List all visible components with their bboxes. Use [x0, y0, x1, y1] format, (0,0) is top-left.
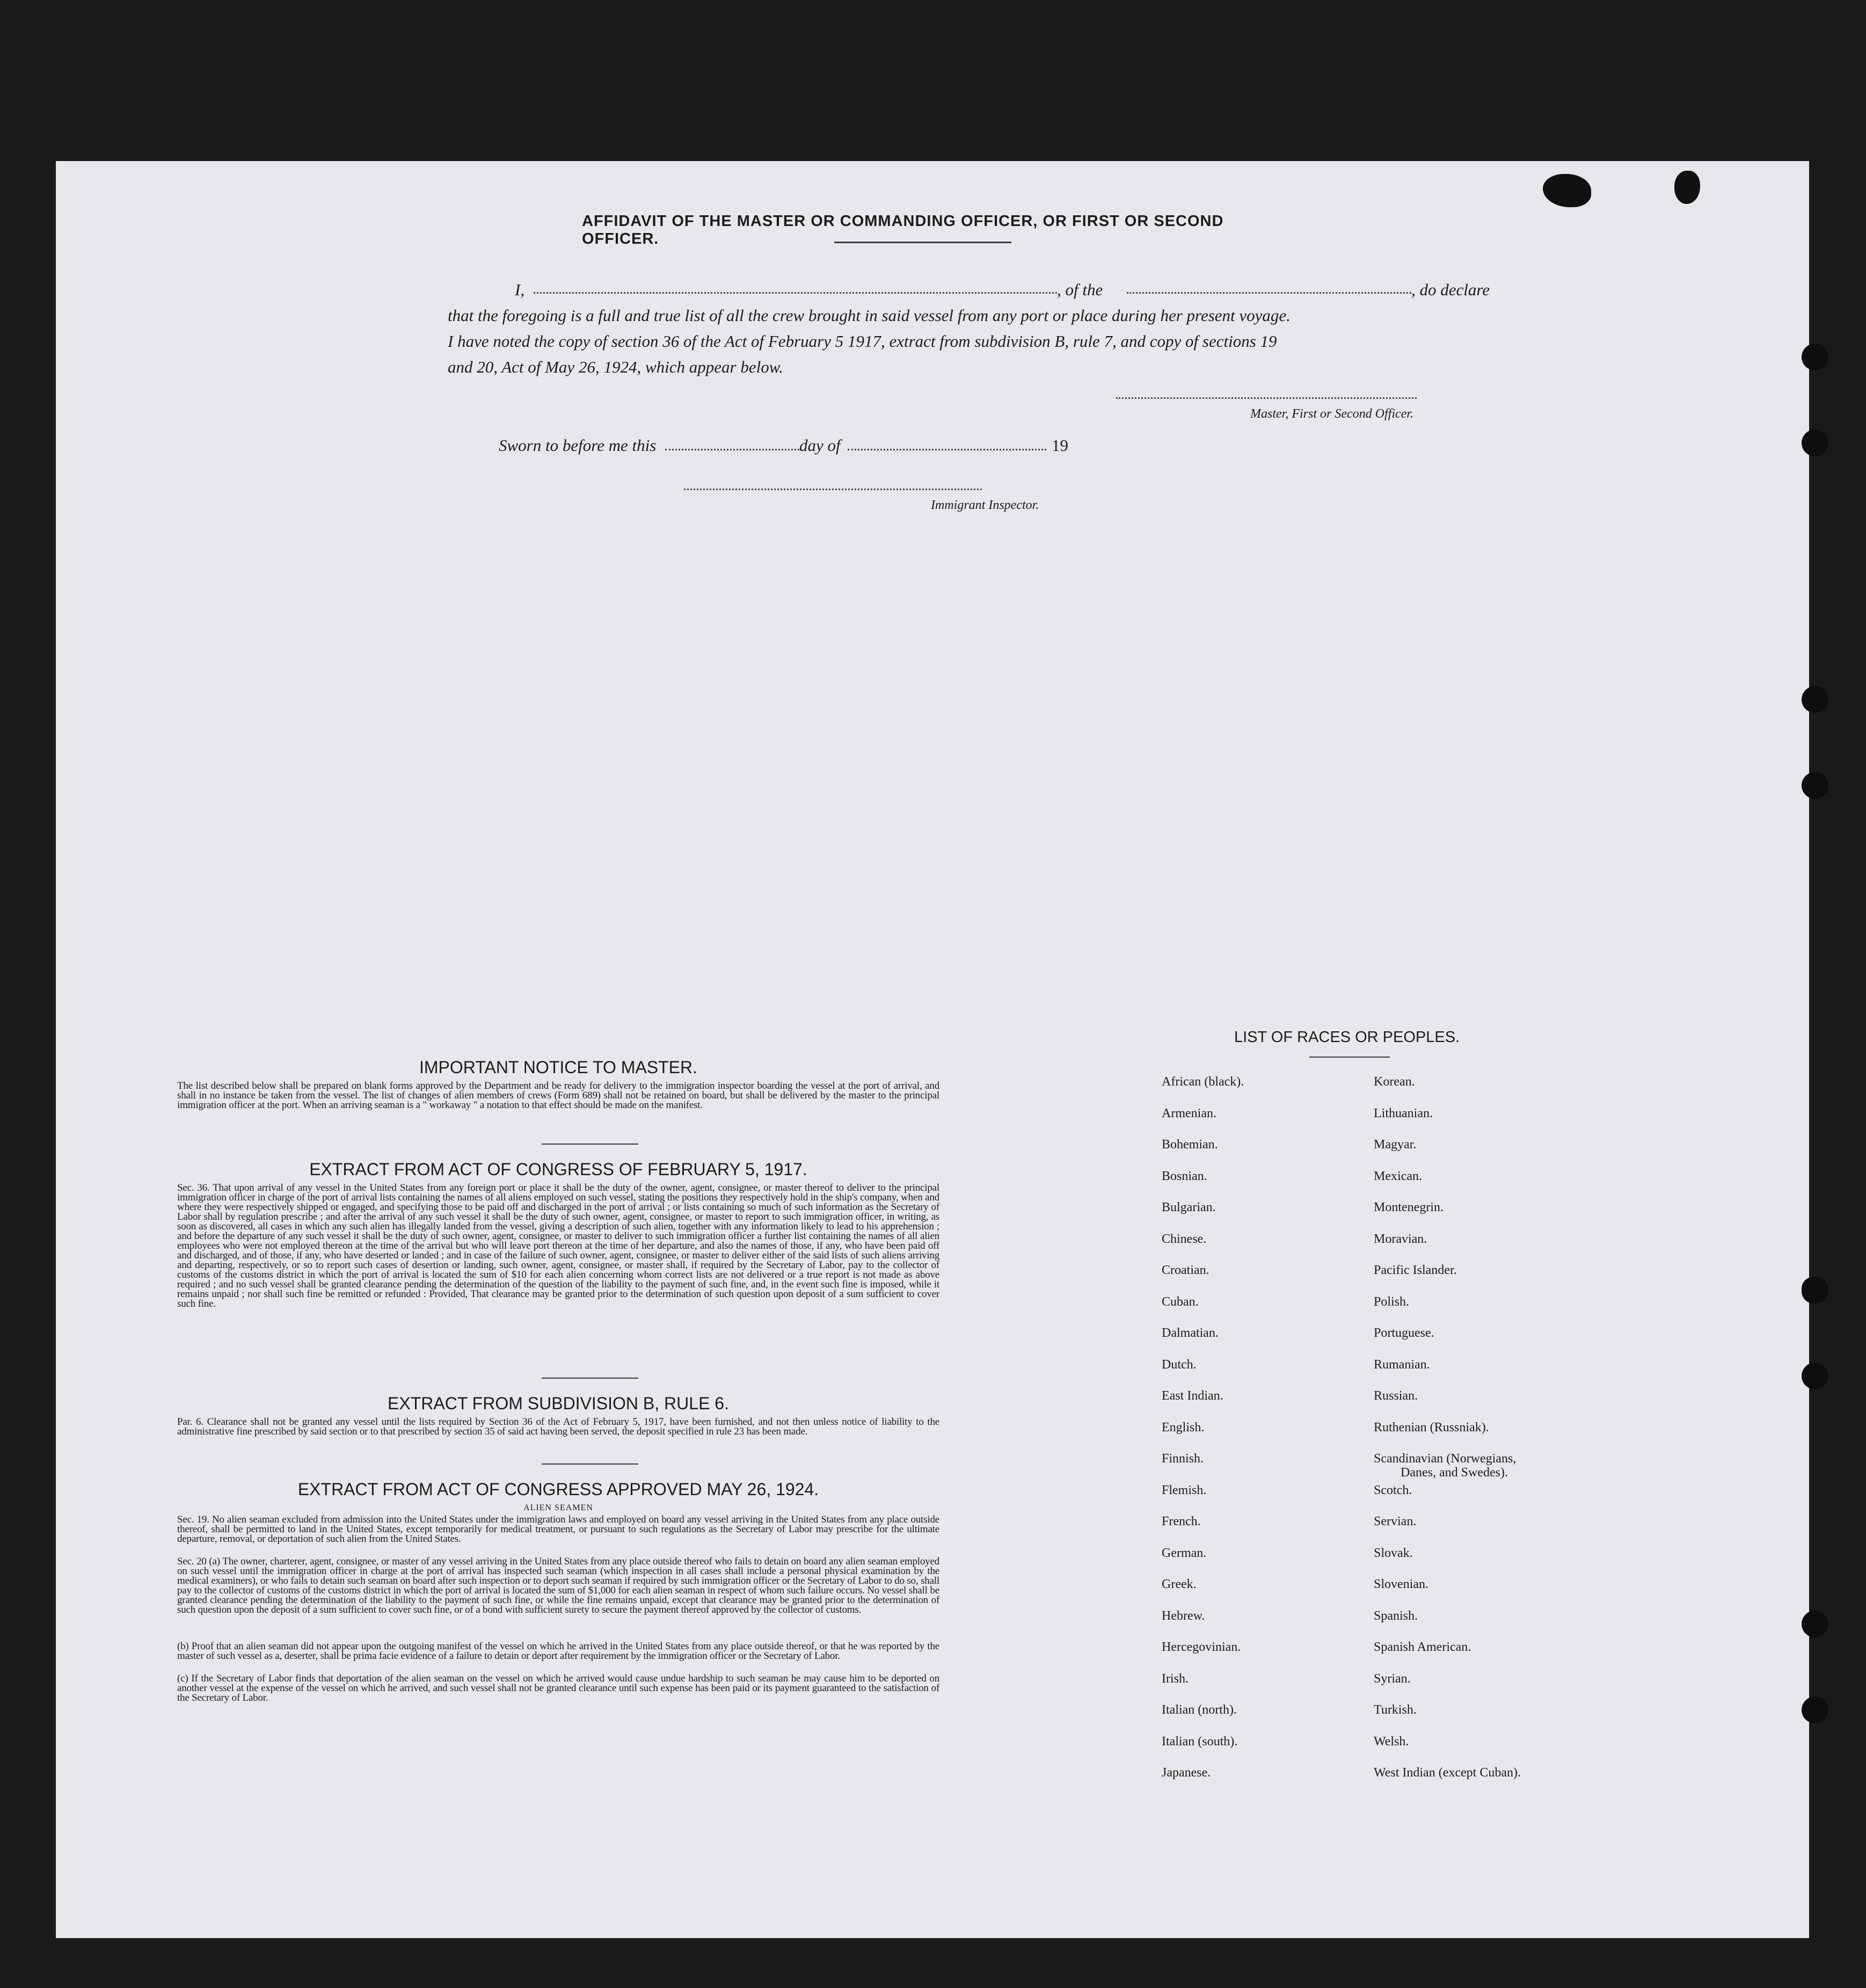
sworn-year: 19	[1052, 436, 1068, 455]
race-item: Welsh.	[1374, 1734, 1409, 1749]
race-item: Bulgarian.	[1162, 1200, 1216, 1214]
race-item: Italian (south).	[1162, 1734, 1238, 1749]
race-item: Hercegovinian.	[1162, 1640, 1241, 1654]
race-item: French.	[1162, 1514, 1201, 1528]
punch-hole	[1802, 344, 1828, 370]
race-item: Pacific Islander.	[1374, 1263, 1457, 1277]
race-item: Finnish.	[1162, 1452, 1204, 1466]
race-item: African (black).	[1162, 1075, 1244, 1089]
races-title: LIST OF RACES OR PEOPLES.	[1234, 1029, 1460, 1046]
race-item: Syrian.	[1374, 1671, 1411, 1686]
affidavit-line-2: that the foregoing is a full and true list of all the crew brought in said vessel from any port or place during her present voyage.	[448, 306, 1291, 325]
notice-body: The list described below shall be prepared on blank forms approved by the Department and be ready for delivery to the immigration inspector boarding the vessel at the port of arrival, and shall in no instance be taken from the vessel. The list of changes of alien members of crews (Form 689) shall not be retained on board, but shall be delivered by the master to the principal immigration officer at the port. When an arriving seaman is a " workaway " a notation to that effect should be made on the manifest.	[177, 1080, 939, 1111]
race-item-continuation: Danes, and Swedes).	[1401, 1466, 1508, 1480]
race-item: Montenegrin.	[1374, 1200, 1444, 1214]
races-underline	[1309, 1057, 1390, 1058]
race-item: Russian.	[1374, 1389, 1418, 1403]
sworn-prefix: Sworn to before me this	[499, 436, 657, 455]
race-item: Spanish.	[1374, 1608, 1418, 1623]
race-item: Greek.	[1162, 1577, 1197, 1591]
inspector-label: Immigrant Inspector.	[931, 498, 1039, 512]
race-item: Armenian.	[1162, 1106, 1216, 1120]
race-item: West Indian (except Cuban).	[1374, 1766, 1521, 1780]
ink-blot	[1543, 174, 1591, 207]
sec-20c-body: (c) If the Secretary of Labor finds that deportation of the alien seaman on the vessel on which he arrived would cause undue hardship to such seaman he may cause him to be deported on another vessel at the expense of the vessel on which he arrived, and such vessel shall not be granted clearance until such expense has been paid or its payment guaranteed to the satisfaction of the Secretary of Labor.	[177, 1673, 939, 1703]
extract-1917-body: Sec. 36. That upon arrival of any vessel in the United States from any foreign port or place it shall be the duty of the owner, agent, consignee, or master thereof to deliver to the principal immigration officer in charge of the port of arrival lists containing the names of all aliens employed on such vessel, stating the positions they respectively hold in the ship's company, when and where they were respectively shipped or engaged, and specifying those to be paid off and discharged in the port of arrival ; or lists containing so much of such information as the Secretary of Labor shall by regulation prescribe ; and after the arrival of any such vessel it shall be the duty of such owner, agent, consignee, or master to report to such immigration officer, in writing, as soon as discovered, all cases in which any such alien has illegally landed from the vessel, giving a description of such alien, together with any information likely to lead to his apprehension ; and before the departure of any such vessel it shall be the duty of such owner, agent, consignee, or master to deliver to such immigration officer a further list containing the names of all alien employees who were not employed thereon at the time of the arrival but who will leave port thereon at the time of her departure, and also the names of those, if any, who have been paid off and discharged, and of those, if any, who have deserted or landed ; and in case of the failure of such owner, agent, consignee, or master to deliver either of the said lists of such aliens arriving and departing, respectively, or so to report such cases of desertion or landing, such owner, agent, consignee, or master shall, if required by the Secretary of Labor, pay to the collector of customs of the customs district in which the port of arrival is located the sum of $10 for each alien concerning whom correct lists are not delivered or a true report is not made as above required ; and no such vessel shall be granted clearance pending the determination of the question of the liability to the payment of such fine, and, in the event such fine is imposed, while it remains unpaid ; nor shall such fine be remitted or refunded : Provided, That clearance may be granted prior to the determination of such question upon deposit of a sum sufficient to cover such fine.	[177, 1182, 939, 1309]
affidavit-line-3: I have noted the copy of section 36 of the Act of February 5 1917, extract from subdivision B, rule 7, and copy of sections 19	[448, 332, 1277, 351]
affidavit-i: I,	[515, 280, 525, 299]
rule-6-title: EXTRACT FROM SUBDIVISION B, RULE 6.	[388, 1394, 729, 1413]
document-page	[56, 161, 1809, 1938]
race-item: East Indian.	[1162, 1389, 1223, 1403]
race-item: Dutch.	[1162, 1357, 1197, 1372]
race-item: Portuguese.	[1374, 1326, 1434, 1340]
punch-hole	[1802, 1363, 1828, 1389]
rule-6-divider	[542, 1463, 638, 1465]
race-item: Croatian.	[1162, 1263, 1209, 1277]
extract-1917-divider	[542, 1378, 638, 1379]
inspector-signature-line	[684, 489, 982, 490]
race-item: Dalmatian.	[1162, 1326, 1219, 1340]
race-item: Cuban.	[1162, 1294, 1199, 1309]
master-label: Master, First or Second Officer.	[1250, 407, 1413, 421]
race-item: Japanese.	[1162, 1766, 1211, 1780]
race-item: Scotch.	[1374, 1483, 1412, 1497]
race-item: Italian (north).	[1162, 1703, 1237, 1717]
sec-19-body: Sec. 19. No alien seaman excluded from admission into the United States under the immigration laws and employed on board any vessel arriving in the United States from any place outside thereof, shall be permitted to land in the United States, except temporarily for medical treatment, or pursuant to such regulations as the Secretary of Labor may prescribe for the ultimate departure, removal, or deportation of such alien from the United States.	[177, 1514, 939, 1545]
race-item: Hebrew.	[1162, 1608, 1205, 1623]
affidavit-title: AFFIDAVIT OF THE MASTER OR COMMANDING OFFICER, OR FIRST OR SECOND OFFICER.	[582, 213, 1224, 247]
name-blank	[534, 292, 1057, 294]
race-item: Polish.	[1374, 1294, 1410, 1309]
race-item: Moravian.	[1374, 1232, 1427, 1246]
punch-hole	[1802, 1611, 1828, 1637]
sec-20a-body: Sec. 20 (a) The owner, charterer, agent, consignee, or master of any vessel arriving in the United States from any place outside thereof who fails to detain on board any alien seaman employed on such vessel until the immigration officer in charge at the port of arrival has inspected such seaman (which inspection in all cases shall include a personal physical examination by the medical examiners), or who fails to detain such seaman on board after such inspection or to deport such seaman if required by such immigration officer or the Secretary of Labor to do so, shall pay to the collector of customs of the customs district in which the port of arrival is located the sum of $1,000 for each alien seaman in respect of whom such failure occurs. No vessel shall be granted clearance pending the determination of the liability to the payment of such fine, or while the fine remains unpaid, except that clearance may be granted prior to the determination of such question upon the deposit of a sum sufficient to cover such fine, or of a bond with sufficient surety to secure the payment thereof approved by the collector of customs.	[177, 1556, 939, 1615]
race-item: Scandinavian (Norwegians,	[1374, 1452, 1517, 1466]
race-item: Bohemian.	[1162, 1138, 1218, 1152]
race-item: Magyar.	[1374, 1138, 1417, 1152]
vessel-blank	[1127, 292, 1411, 294]
affidavit-of: , of the	[1057, 280, 1103, 299]
punch-hole	[1802, 1277, 1828, 1304]
sec-20b-body: (b) Proof that an alien seaman did not appear upon the outgoing manifest of the vessel on which he arrived in the United States from any place outside thereof, or that he was reported by the master of such vessel as a, deserter, shall be prima facie evidence of a failure to detain or deport after requirement by the immigration officer or the Secretary of Labor.	[177, 1641, 939, 1662]
race-item: German.	[1162, 1546, 1207, 1560]
race-item: English.	[1162, 1420, 1205, 1434]
race-item: Mexican.	[1374, 1169, 1422, 1183]
notice-divider	[542, 1144, 638, 1145]
race-item: Rumanian.	[1374, 1357, 1430, 1372]
master-signature-line	[1116, 397, 1417, 399]
extract-1924-subtitle: ALIEN SEAMEN	[523, 1503, 593, 1512]
extract-1917-title: EXTRACT FROM ACT OF CONGRESS OF FEBRUARY 5, 1917.	[309, 1160, 807, 1179]
race-item: Slovenian.	[1374, 1577, 1428, 1591]
race-item: Servian.	[1374, 1514, 1417, 1528]
sworn-day-blank	[665, 449, 799, 450]
punch-hole	[1802, 429, 1828, 456]
punch-hole	[1802, 1696, 1828, 1723]
sworn-day-label: day of	[799, 436, 841, 455]
race-item: Lithuanian.	[1374, 1106, 1433, 1120]
rule-6-body: Par. 6. Clearance shall not be granted any vessel until the lists required by Section 36 of the Act of February 5, 1917, have been furnished, and not then unless notice of liability to the administrative fine prescribed by said section or to that prescribed by section 35 of said act having been served, the deposit specified in rule 23 has been made.	[177, 1416, 939, 1437]
race-item: Bosnian.	[1162, 1169, 1207, 1183]
race-item: Korean.	[1374, 1075, 1415, 1089]
race-item: Flemish.	[1162, 1483, 1207, 1497]
race-item: Ruthenian (Russniak).	[1374, 1420, 1489, 1434]
affidavit-declare: , do declare	[1411, 280, 1490, 299]
race-item: Slovak.	[1374, 1546, 1413, 1560]
punch-hole	[1802, 686, 1828, 713]
race-item: Chinese.	[1162, 1232, 1207, 1246]
race-item: Turkish.	[1374, 1703, 1417, 1717]
affidavit-line-4: and 20, Act of May 26, 1924, which appear below.	[448, 358, 783, 376]
notice-title: IMPORTANT NOTICE TO MASTER.	[419, 1058, 697, 1077]
race-item: Irish.	[1162, 1671, 1189, 1686]
extract-1924-title: EXTRACT FROM ACT OF CONGRESS APPROVED MAY 26, 1924.	[297, 1480, 819, 1499]
title-underline	[834, 242, 1011, 243]
ink-blot	[1674, 171, 1700, 204]
sworn-month-blank	[848, 449, 1046, 450]
race-item: Spanish American.	[1374, 1640, 1471, 1654]
punch-hole	[1802, 772, 1828, 799]
